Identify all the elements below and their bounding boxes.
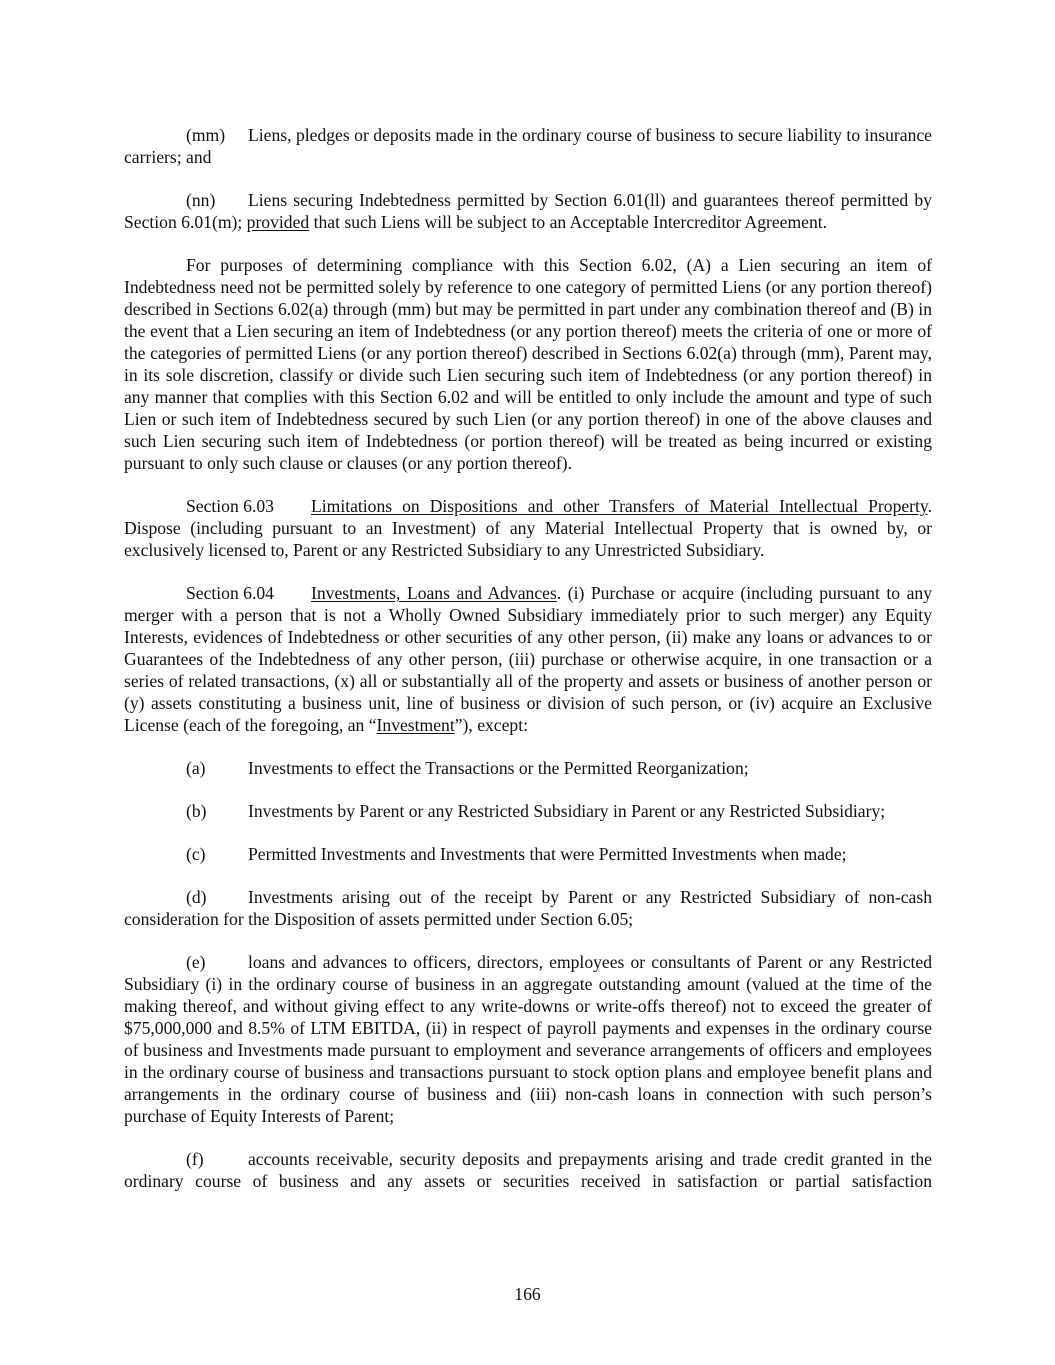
section-label: Section 6.03 <box>186 496 274 516</box>
clause-d <box>124 886 932 930</box>
clause-mm <box>124 124 932 168</box>
clause-label: (c) <box>186 844 206 864</box>
clause-text: Investments arising out of the receipt by Parent or any Restricted Subsidiary of non-cash consideration for the Disposition of assets permitted under Section 6.05; <box>124 887 932 929</box>
compliance-paragraph: For purposes of determining compliance with this Section 6.02, (A) a Lien securing an item of Indebtedness need not be permitted solely by reference to one category of permitted Liens (or any portion thereof) described in Sections 6.02(a) through (mm) but may be permitted in part under any combination thereof and (B) in the event that a Lien securing an item of Indebtedness (or any portion thereof) meets the criteria of one or more of the categories of permitted Liens (or any portion thereof) described in Sections 6.02(a) through (mm), Parent may, in its sole discretion, classify or divide such Lien securing such item of Indebtedness (or any portion thereof) in any manner that complies with this Section 6.02 and will be entitled to only include the amount and type of such Lien or such item of Indebtedness secured by such Lien (or any portion thereof) in one of the above clauses and such Lien securing such item of Indebtedness (or portion thereof) will be treated as being incurred or existing pursuant to only such clause or clauses (or any portion thereof). <box>124 255 932 473</box>
clause-text: accounts receivable, security deposits and prepayments arising and trade credit granted in the ordinary course of business and any assets or securities received in satisfaction or partial satisfaction <box>124 1149 932 1191</box>
section-heading: Limitations on Dispositions and other Transfers of Material Intellectual Property <box>311 496 928 516</box>
clause-label: (d) <box>186 887 207 907</box>
defined-term-investment: Investment <box>376 715 455 735</box>
document-page <box>124 124 932 1213</box>
clause-a <box>124 757 932 779</box>
section-text-continued: ”), except: <box>454 715 528 735</box>
section-text: . Dispose (including pursuant to an Investment) of any Material Intellectual Property that is owned by, or exclusively licensed to, Parent or any Restricted Subsidiary to any Unrestricted Subsidiary. <box>124 496 932 560</box>
clause-e <box>124 951 932 1127</box>
clause-nn <box>124 189 932 233</box>
clause-b <box>124 800 932 822</box>
section-label: Section 6.04 <box>186 583 274 603</box>
section-text: . (i) Purchase or acquire (including pursuant to any merger with a person that is not a Wholly Owned Subsidiary immediately prior to such merger) any Equity Interests, evidences of Indebtedness or other securities of any other person, (ii) make any loans or advances to or Guarantees of the Indebtedness of any other person, (iii) purchase or otherwise acquire, in one transaction or a series of related transactions, (x) all or substantially all of the property and assets or business of another person or (y) assets constituting a business unit, line of business or division of such person, or (iv) acquire an Exclusive License (each of the foregoing, an “ <box>124 583 932 735</box>
clause-text: Liens, pledges or deposits made in the ordinary course of business to secure liability to insurance carriers; and <box>124 125 932 167</box>
section-6-03 <box>124 495 932 561</box>
clause-c <box>124 843 932 865</box>
clause-text: loans and advances to officers, directors, employees or consultants of Parent or any Restricted Subsidiary (i) in the ordinary course of business in an aggregate outstanding amount (valued at the time of the making thereof, and without giving effect to any write-downs or write-offs thereof) not to exceed the greater of $75,000,000 and 8.5% of LTM EBITDA, (ii) in respect of payroll payments and expenses in the ordinary course of business and Investments made pursuant to employment and severance arrangements of officers and employees in the ordinary course of business and transactions pursuant to stock option plans and employee benefit plans and arrangements in the ordinary course of business and (iii) non-cash loans in connection with such person’s purchase of Equity Interests of Parent; <box>124 952 932 1126</box>
clause-label: (e) <box>186 952 206 972</box>
clause-label: (a) <box>186 758 206 778</box>
provided-term: provided <box>246 212 310 232</box>
section-heading: Investments, Loans and Advances <box>311 583 557 603</box>
clause-label: (f) <box>186 1149 204 1169</box>
page-number: 166 <box>514 1284 541 1304</box>
clause-text-continued: that such Liens will be subject to an Acceptable Intercreditor Agreement. <box>309 212 828 232</box>
clause-text: Permitted Investments and Investments that were Permitted Investments when made; <box>248 844 847 864</box>
section-6-04 <box>124 582 932 736</box>
clause-label: (mm) <box>186 125 226 145</box>
clause-f <box>124 1148 932 1192</box>
clause-text: Investments by Parent or any Restricted Subsidiary in Parent or any Restricted Subsidiary; <box>248 801 886 821</box>
clause-label: (b) <box>186 801 207 821</box>
clause-text: Investments to effect the Transactions or the Permitted Reorganization; <box>248 758 749 778</box>
clause-text: Liens securing Indebtedness permitted by Section 6.01(ll) and guarantees thereof permitted by Section 6.01(m); <box>124 190 932 232</box>
clause-label: (nn) <box>186 190 216 210</box>
